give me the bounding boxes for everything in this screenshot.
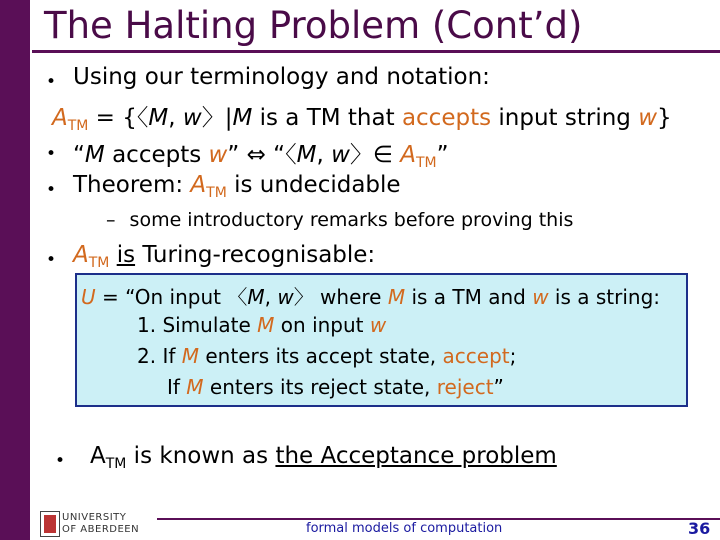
b5-a: A [90,443,106,469]
atm-subscript: TM [67,118,89,134]
box-step3b: enters its reject state, [203,375,437,399]
b5-link: the Acceptance problem [275,443,557,469]
def-close: 〉| [201,105,233,131]
b2-q1: “ [73,142,85,168]
sub1-text: some introductory remarks before proving this [129,209,574,231]
machine-u-box [75,273,688,407]
bullet-3-marker: • [46,180,57,200]
box-w: w [277,285,294,309]
box-s3-m: M [186,375,204,399]
university-logo [40,511,150,539]
box-m2: M [387,285,406,309]
box-semi: ; [509,344,517,368]
b2-q3: ” [436,142,449,168]
b4-a: A [73,242,89,268]
box-line-1 [81,281,660,310]
b2-q2: ” ⇔ “〈 [227,142,297,168]
crest-icon [40,511,60,537]
box-endq: ” [493,375,504,399]
b3-suffix: is undecidable [226,172,401,198]
atm-symbol: A [52,105,68,131]
box-eq: = “On input 〈 [95,285,248,309]
box-accept: accept [442,344,510,368]
bullet-4-marker: • [46,250,57,270]
footer-text: formal models of computation [306,521,503,536]
bullet-5-marker: • [55,451,66,471]
box-s1-m: M [257,313,275,337]
def-comma: , [168,105,183,131]
bullet-1-text: Using our terminology and notation: [73,64,490,90]
box-step1b: on input [274,313,370,337]
b2-m: M [84,142,105,168]
box-s2-m: M [181,344,200,368]
def-m2: M [232,105,253,131]
box-line-2 [137,313,386,337]
box-comma: , [264,285,278,309]
box-step2b: enters its accept state, [199,344,443,368]
b3-prefix: Theorem: [73,172,191,198]
bullet-2-text [73,136,449,169]
box-where: 〉 where [293,285,388,309]
b2-elem: 〉∈ [349,142,401,168]
b2-accepts: accepts [104,142,209,168]
slide-title: The Halting Problem (Cont’d) [44,4,583,47]
box-step1: 1. Simulate [137,313,258,337]
b2-w2: w [331,142,350,168]
box-w2: w [532,285,549,309]
b5-tm: TM [105,456,127,472]
def-accepts: accepts [401,105,492,131]
title-divider [32,50,720,53]
b3-a: A [190,172,207,198]
sub1-dash: – [106,209,116,231]
bullet-4-text [73,242,376,271]
bullet-3-text [73,172,401,201]
atm-definition [52,99,672,132]
b2-a: A [400,142,416,168]
box-isstr: is a string: [548,285,661,309]
b2-tm: TM [415,155,437,171]
def-w: w [182,105,202,131]
box-s1-w: w [369,313,387,337]
box-step2: 2. If [137,344,182,368]
bullet-2-marker: • [46,144,57,164]
b2-w: w [208,142,228,168]
bullet-1-marker: • [46,72,57,92]
b4-is: is [116,242,136,268]
logo-line-2: OF ABERDEEN [62,524,140,535]
page-number: 36 [688,519,711,538]
def-m: M [148,105,169,131]
b2-m2: M [296,142,317,168]
box-line-4 [167,375,504,399]
footer-divider [157,518,720,520]
b4-tm: TM [88,255,110,271]
b5-mid: is known as [126,443,276,469]
box-m: M [247,285,265,309]
box-line-3 [137,344,516,368]
def-eq: = {〈 [88,105,149,131]
b2-comma: , [316,142,332,168]
def-mid: is a TM that [252,105,402,131]
b3-tm: TM [206,185,227,201]
left-accent-bar [0,0,30,540]
bullet-5-text [90,443,557,472]
box-u: U [81,285,96,309]
def-w2: w [638,105,658,131]
sub-bullet-1 [106,209,573,231]
def-end: } [657,105,672,131]
box-istm: is a TM and [405,285,533,309]
def-tail: input string [491,105,639,131]
b4-rest: Turing-recognisable: [135,242,376,268]
box-step3: If [167,375,187,399]
box-reject: reject [436,375,494,399]
logo-line-1: UNIVERSITY [62,512,127,523]
